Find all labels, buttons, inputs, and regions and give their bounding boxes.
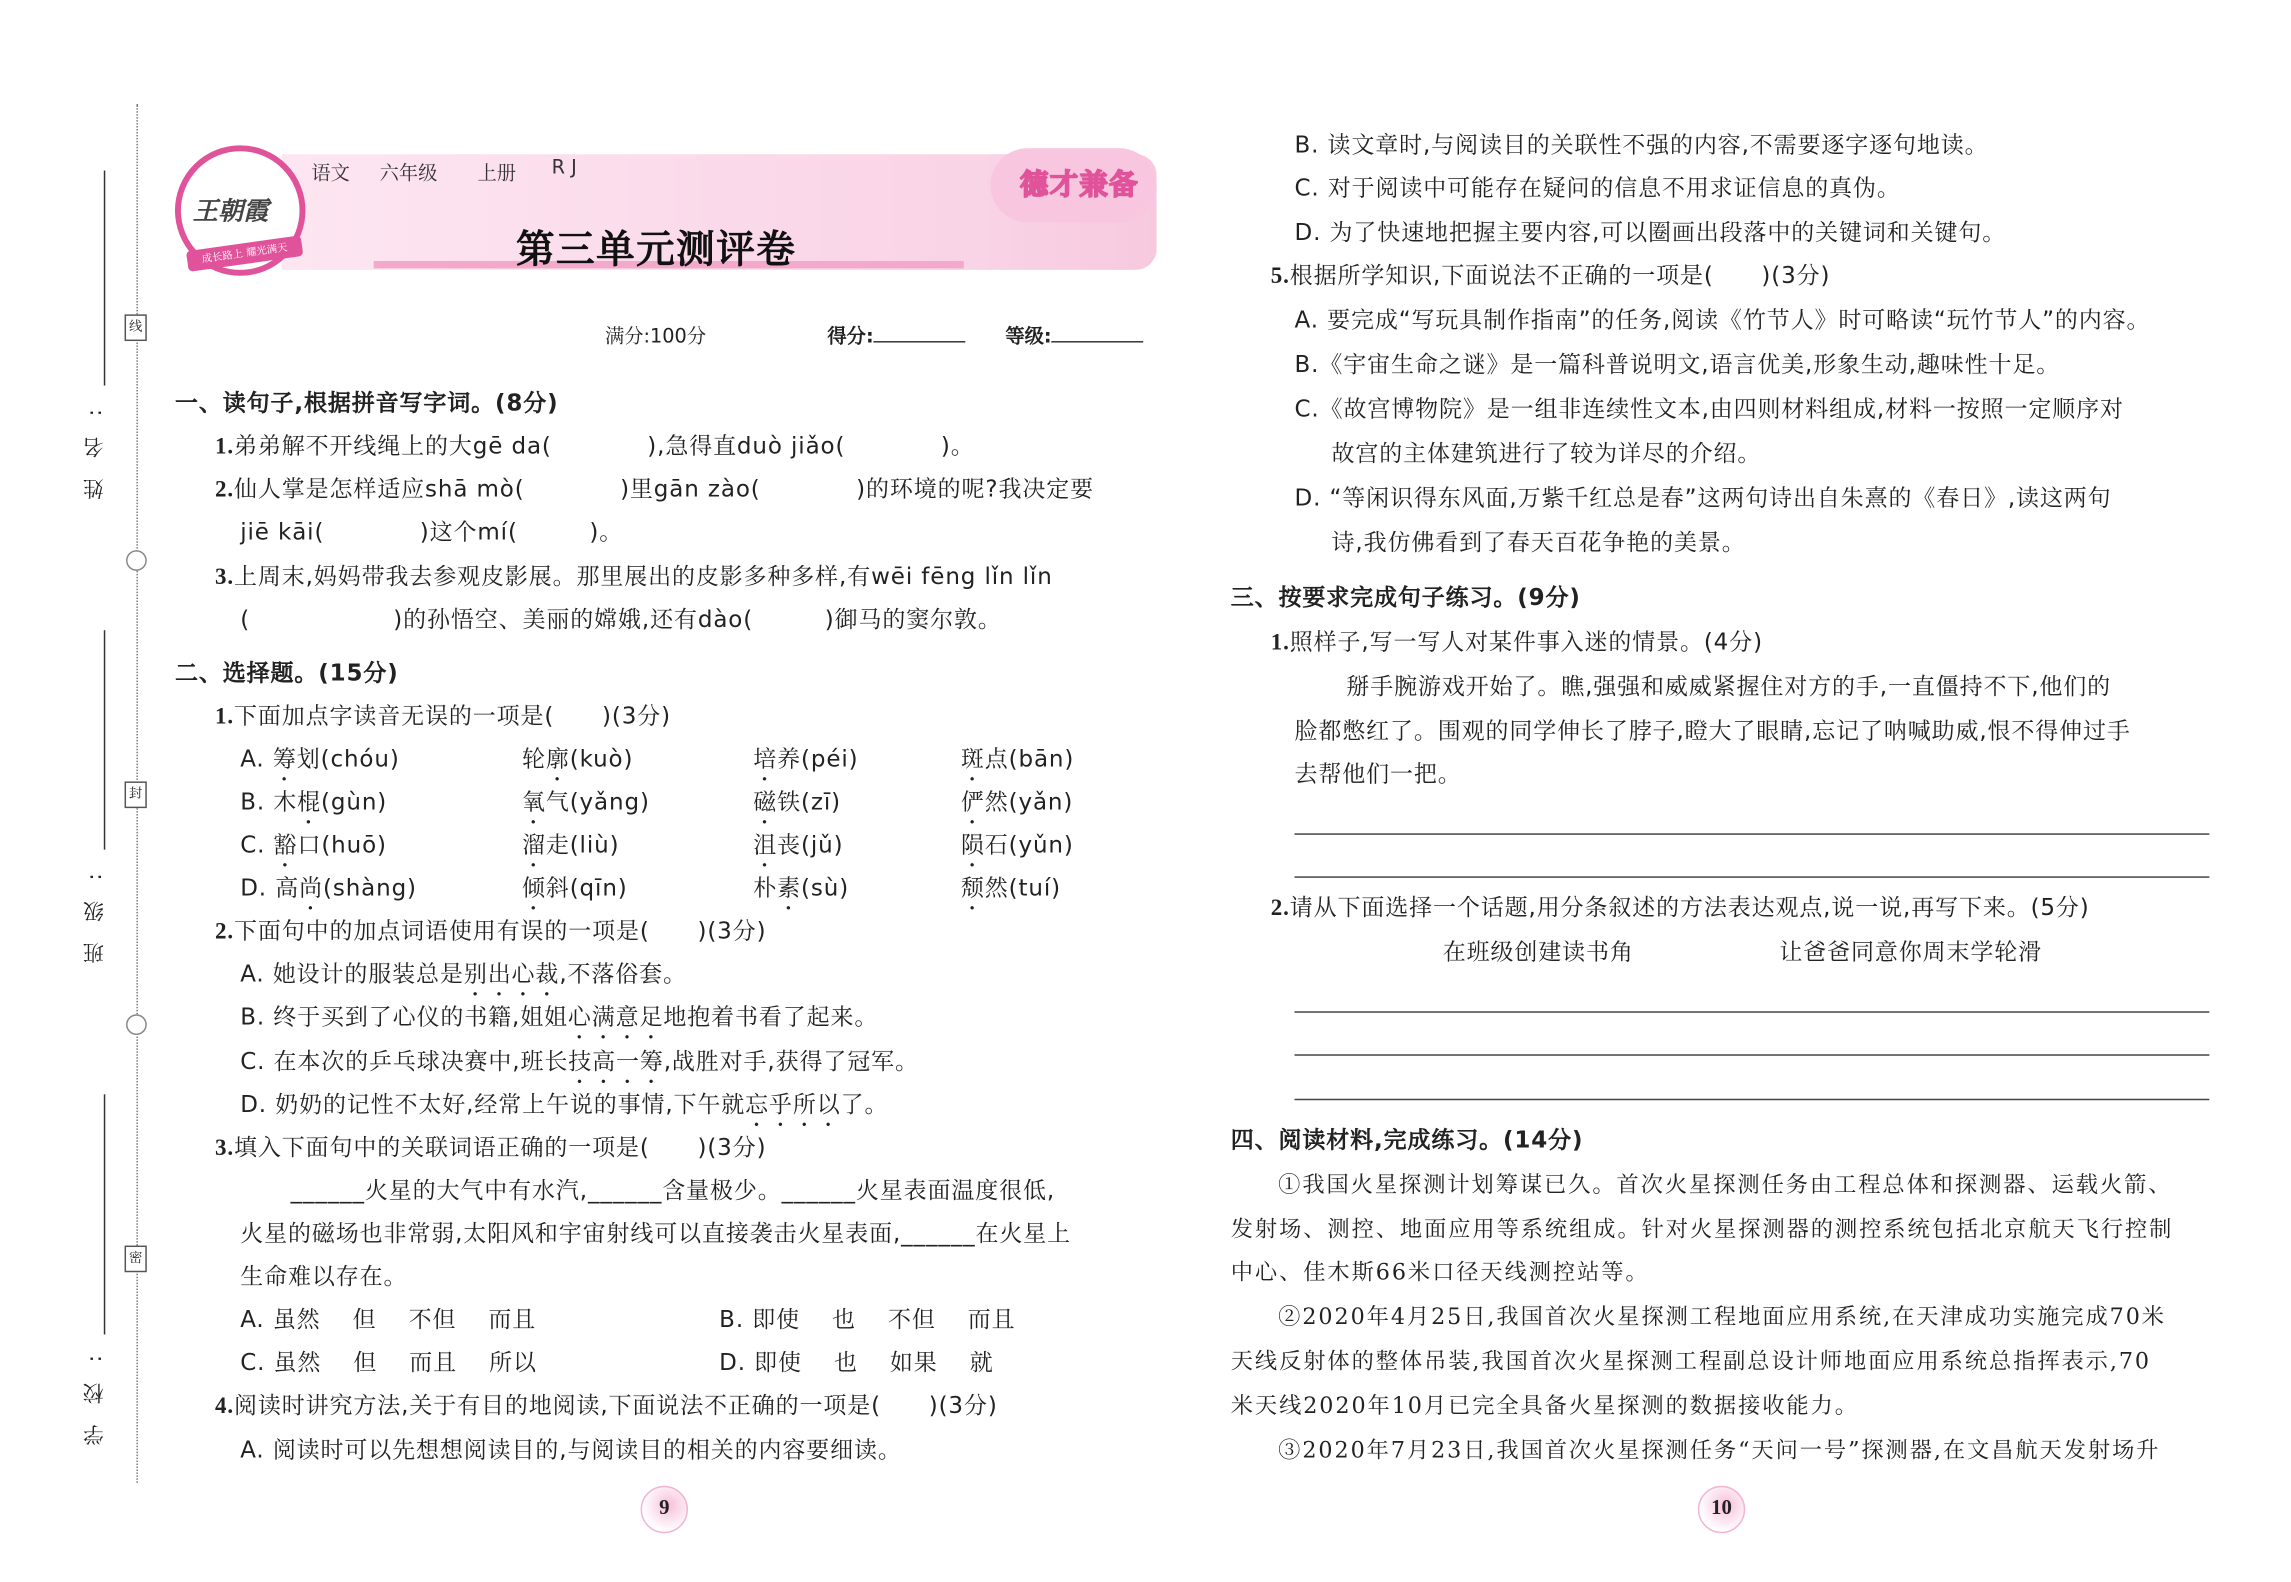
text: 发射场、测控、地面应用等系统组成。针对火星探测器的测控系统包括北京航天飞行控制 bbox=[1230, 1215, 2174, 1243]
question-number: 3. bbox=[215, 1135, 235, 1162]
class-label: 班级: bbox=[83, 852, 107, 964]
text: B. 终于买到了心仪的书籍,姐姐 bbox=[240, 1003, 568, 1031]
text: 了。 bbox=[840, 1091, 889, 1119]
seal-line: 线 bbox=[125, 314, 147, 341]
text-line bbox=[240, 1045, 919, 1088]
option-cell bbox=[522, 743, 633, 786]
option-cell bbox=[961, 829, 1074, 872]
text: 下面句中的加点词语使用有误的一项是( )(3分) bbox=[234, 917, 767, 945]
text: 去帮他们一把。 bbox=[1294, 760, 1462, 788]
text: 丧(jǔ) bbox=[777, 831, 844, 859]
text: 阅读时讲究方法,关于有目的地阅读,下面说法不正确的一项是( )(3分) bbox=[234, 1392, 998, 1420]
question-number: 4. bbox=[215, 1393, 235, 1420]
question-number: 1. bbox=[215, 434, 235, 460]
text: ,不落俗套。 bbox=[559, 960, 687, 988]
dotted-text: 沮 bbox=[753, 831, 778, 859]
text: ②2020年4月25日,我国首次火星探测工程地面应用系统,在天津成功实施完成70米 bbox=[1278, 1303, 2166, 1331]
text: 轮 bbox=[521, 745, 546, 773]
question-line bbox=[1271, 891, 2090, 925]
question-number: 5. bbox=[1270, 263, 1290, 290]
dotted-text: 溜 bbox=[521, 831, 546, 859]
grade-field[interactable] bbox=[1005, 320, 1143, 348]
text: 朴 bbox=[753, 874, 778, 902]
page-number-10: 10 bbox=[1698, 1486, 1745, 1533]
answer-line[interactable] bbox=[1294, 1054, 2209, 1055]
option-cell bbox=[240, 1346, 537, 1379]
text: 然(yǎn) bbox=[984, 788, 1074, 816]
text: 地抱着书看了起来。 bbox=[663, 1003, 879, 1031]
score-field[interactable] bbox=[827, 320, 965, 348]
dotted-text: 心满意足 bbox=[567, 1003, 664, 1031]
text: ______火星的大气中有水汽,______含量极少。______火星表面温度很低, bbox=[290, 1177, 1056, 1205]
text: 根据所学知识,下面说法不正确的一项是( )(3分) bbox=[1289, 262, 1831, 290]
question-line bbox=[215, 915, 766, 949]
dotted-text: 尚 bbox=[299, 874, 323, 902]
text: 火星的磁场也非常弱,太阳风和宇宙射线可以直接袭击火星表面,______在火星上 bbox=[240, 1220, 1071, 1248]
text: 走(liù) bbox=[545, 831, 620, 859]
question-line bbox=[215, 1389, 998, 1423]
dotted-text: 别出心裁 bbox=[463, 960, 560, 988]
option-cell bbox=[240, 743, 399, 786]
text-line bbox=[240, 1260, 407, 1293]
text-line bbox=[1278, 1300, 2166, 1333]
option-cell bbox=[240, 829, 387, 872]
text: ①我国火星探测计划筹谋已久。首次火星探测任务由工程总体和探测器、运载火箭、 bbox=[1278, 1171, 2173, 1199]
text: 点(bān) bbox=[984, 745, 1075, 773]
dotted-text: 斑 bbox=[960, 745, 985, 773]
grade-label: 等级: bbox=[1005, 326, 1052, 349]
text: B. 即使 也 不但 而且 bbox=[719, 1306, 1016, 1334]
text-line bbox=[1278, 1168, 2172, 1201]
option-cell bbox=[522, 786, 650, 829]
answer-line[interactable] bbox=[1294, 1099, 2209, 1100]
text: 弟弟解不开线绳上的大gē da( ),急得直duò jiǎo( )。 bbox=[234, 432, 975, 460]
text: 故宫的主体建筑进行了较为详尽的介绍。 bbox=[1331, 440, 1762, 468]
option-cell bbox=[753, 872, 849, 915]
question-line bbox=[215, 430, 975, 464]
text: 照样子,写一写人对某件事入迷的情景。(4分) bbox=[1289, 628, 1763, 656]
text-line bbox=[240, 958, 687, 1001]
text: C. 在本次的乒乓球决赛中,班长 bbox=[240, 1048, 569, 1076]
dotted-text: 忘乎所以 bbox=[745, 1091, 841, 1119]
question-number: 2. bbox=[215, 919, 235, 945]
section-heading bbox=[175, 387, 559, 420]
dotted-text: 素 bbox=[777, 874, 802, 902]
seal-secret: 密 bbox=[125, 1246, 147, 1273]
text: A. 阅读时可以先想想阅读目的,与阅读目的相关的内容要细读。 bbox=[240, 1436, 902, 1464]
text: 二、选择题。(15分) bbox=[174, 659, 399, 687]
option-cell bbox=[240, 1303, 536, 1336]
text-line bbox=[240, 1217, 1071, 1250]
text: 生命难以存在。 bbox=[240, 1263, 408, 1291]
dotted-text: 筹 bbox=[272, 745, 297, 773]
question-number: 1. bbox=[215, 704, 235, 730]
section-heading bbox=[1231, 581, 1581, 614]
text-line bbox=[291, 1174, 1055, 1207]
text-line bbox=[1231, 1256, 1650, 1289]
binding-hole-icon bbox=[126, 550, 147, 571]
option-cell bbox=[961, 786, 1073, 829]
class-blank[interactable] bbox=[104, 630, 105, 849]
text: C. bbox=[240, 831, 274, 859]
text: ,战胜对手,获得了冠军。 bbox=[663, 1048, 919, 1076]
text: 天线反射体的整体吊装,我国首次火星探测工程副总设计师地面应用系统总指挥表示,70 bbox=[1230, 1347, 2152, 1375]
text-line bbox=[1294, 304, 2150, 337]
section-heading bbox=[1231, 1124, 1584, 1157]
text: 四、阅读材料,完成练习。(14分) bbox=[1230, 1126, 1584, 1154]
option-cell bbox=[961, 743, 1074, 786]
dotted-text: 颓 bbox=[960, 874, 985, 902]
text: A. 虽然 但 不但 而且 bbox=[240, 1306, 537, 1334]
answer-line[interactable] bbox=[1294, 1011, 2209, 1012]
text-line bbox=[240, 603, 1001, 636]
dotted-text: 廓 bbox=[545, 745, 570, 773]
text: 下面加点字读音无误的一项是( )(3分) bbox=[234, 702, 671, 730]
text: jiē kāi( )这个mí( )。 bbox=[240, 518, 624, 546]
option-cell bbox=[961, 872, 1061, 915]
text: 诗,我仿佛看到了春天百花争艳的美景。 bbox=[1331, 529, 1746, 557]
text: 然(tuí) bbox=[984, 874, 1061, 902]
score-label: 得分: bbox=[827, 326, 874, 349]
text: 脸都憋红了。围观的同学伸长了脖子,瞪大了眼睛,忘记了呐喊助威,恨不得伸过手 bbox=[1294, 717, 2131, 745]
text: 请从下面选择一个话题,用分条叙述的方法表达观点,说一说,再写下来。(5分) bbox=[1289, 894, 2090, 921]
question-number: 3. bbox=[215, 564, 235, 591]
answer-line[interactable] bbox=[1294, 833, 2209, 834]
option-cell bbox=[753, 743, 858, 786]
text: 仙人掌是怎样适应shā mò( )里gān zào( )的环境的呢?我决定要 bbox=[234, 475, 1094, 503]
question-number: 2. bbox=[1270, 895, 1290, 921]
text: B. 木 bbox=[240, 788, 298, 816]
page-title: 第三单元测评卷 bbox=[516, 228, 797, 273]
subject: 语文 bbox=[311, 163, 350, 186]
text: D. 即使 也 如果 就 bbox=[719, 1349, 994, 1377]
topic-option: 让爸爸同意你周末学轮滑 bbox=[1779, 938, 2042, 966]
text: 铁(zī) bbox=[777, 788, 841, 816]
text: (kuò) bbox=[569, 745, 634, 773]
text: 掰手腕游戏开始了。瞧,强强和威威紧握住对方的手,一直僵持不下,他们的 bbox=[1346, 673, 2112, 700]
text: (shàng) bbox=[322, 874, 417, 902]
full-score: 满分:100分 bbox=[604, 326, 707, 349]
text: B. 读文章时,与阅读目的关联性不强的内容,不需要逐字逐句地读。 bbox=[1294, 131, 1989, 159]
text-line bbox=[1231, 1389, 1859, 1422]
text-line bbox=[1294, 482, 2111, 515]
text-line bbox=[1294, 129, 1988, 162]
text: 口(huō) bbox=[297, 831, 387, 859]
slogan: 德才兼备 bbox=[1020, 169, 1139, 202]
volume: 上册 bbox=[477, 163, 517, 186]
text-line bbox=[1294, 715, 2130, 748]
edition: R J bbox=[551, 157, 577, 180]
text-line bbox=[240, 1001, 878, 1044]
text: 气(yǎng) bbox=[545, 788, 650, 816]
text: 三、按要求完成句子练习。(9分) bbox=[1230, 584, 1581, 611]
dotted-text: 培 bbox=[753, 745, 778, 773]
question-line bbox=[215, 473, 1094, 507]
dotted-text: 陨 bbox=[960, 831, 985, 859]
text: A. 她设计的服装总是 bbox=[240, 960, 464, 988]
text: C. 对于阅读中可能存在疑问的信息不用求证信息的真伪。 bbox=[1294, 174, 1901, 202]
text-line bbox=[1294, 172, 1900, 205]
school-label: 学校: bbox=[83, 1334, 107, 1446]
brand-ribbon: 成长路上 耀光满天 bbox=[186, 235, 303, 272]
answer-line[interactable] bbox=[1294, 876, 2209, 877]
text: D. 奶奶的记性不太好,经常上午说的事情,下午就 bbox=[240, 1091, 746, 1119]
option-cell bbox=[719, 1303, 1015, 1336]
question-line bbox=[1271, 626, 1763, 660]
text: 一、读句子,根据拼音写字词。(8分) bbox=[174, 389, 559, 417]
text: A. bbox=[240, 745, 273, 773]
binding-hole-icon bbox=[126, 1014, 147, 1035]
school-blank[interactable] bbox=[104, 1094, 105, 1334]
text: (gùn) bbox=[321, 788, 388, 816]
topic-option: 在班级创建读书角 bbox=[1442, 938, 1634, 966]
text-line bbox=[1332, 526, 1746, 559]
text: ③2020年7月23日,我国首次火星探测任务“天问一号”探测器,在文昌航天发射场升 bbox=[1278, 1436, 2161, 1464]
option-cell bbox=[240, 786, 387, 829]
question-line bbox=[215, 1131, 766, 1165]
question-line bbox=[1271, 259, 1831, 293]
dotted-text: 棍 bbox=[297, 788, 322, 816]
text-line bbox=[1294, 393, 2123, 426]
text: 上周末,妈妈带我去参观皮影展。那里展出的皮影多种多样,有wēi fēng lǐn lǐn bbox=[234, 563, 1053, 591]
text: 划(chóu) bbox=[296, 745, 400, 773]
text: 填入下面句中的关联词语正确的一项是( )(3分) bbox=[234, 1134, 767, 1162]
option-cell bbox=[753, 786, 841, 829]
dotted-text: 技高一筹 bbox=[568, 1048, 664, 1076]
seal-seal: 封 bbox=[125, 781, 147, 808]
text: C. 虽然 但 而且 所以 bbox=[240, 1349, 537, 1377]
question-line bbox=[215, 560, 1053, 594]
dotted-text: 氧 bbox=[521, 788, 546, 816]
name-label: 姓名: bbox=[83, 388, 107, 500]
dotted-text: 俨 bbox=[960, 788, 985, 816]
text: D. “等闲识得东风面,万紫千红总是春”这两句诗出自朱熹的《春日》,读这两句 bbox=[1294, 484, 2112, 512]
text: ( )的孙悟空、美丽的嫦娥,还有dào( )御马的窦尔敦。 bbox=[240, 606, 1002, 634]
text-line bbox=[240, 1434, 902, 1467]
text-line bbox=[1294, 216, 2006, 249]
option-cell bbox=[240, 872, 417, 915]
option-cell bbox=[753, 829, 843, 872]
text: A. 要完成“写玩具制作指南”的任务,阅读《竹节人》时可略读“玩竹节人”的内容。 bbox=[1294, 306, 2151, 334]
text: 米天线2020年10月已完全具备火星探测的数据接收能力。 bbox=[1230, 1392, 1859, 1420]
text-line bbox=[1294, 348, 2060, 381]
text: D. 高 bbox=[240, 874, 300, 902]
question-line bbox=[215, 700, 671, 734]
option-cell bbox=[522, 829, 619, 872]
dotted-text: 豁 bbox=[273, 831, 298, 859]
section-heading bbox=[175, 657, 399, 690]
name-blank[interactable] bbox=[104, 171, 105, 386]
question-number: 1. bbox=[1270, 630, 1290, 656]
text-line bbox=[1278, 1434, 2160, 1467]
text: 石(yǔn) bbox=[984, 831, 1074, 859]
page-number-9: 9 bbox=[641, 1486, 688, 1533]
option-cell bbox=[522, 872, 628, 915]
question-number: 2. bbox=[215, 477, 235, 503]
text: B.《宇宙生命之谜》是一篇科普说明文,语言优美,形象生动,趣味性十足。 bbox=[1294, 351, 2061, 379]
text: (sù) bbox=[801, 874, 850, 902]
dotted-text: 磁 bbox=[753, 788, 778, 816]
text-line bbox=[1332, 437, 1762, 470]
text-line bbox=[1294, 758, 1461, 791]
text-line bbox=[1231, 1345, 2151, 1378]
text: 中心、佳木斯66米口径天线测控站等。 bbox=[1230, 1258, 1650, 1286]
text: 斜(qīn) bbox=[545, 874, 628, 902]
text: 养(péi) bbox=[777, 745, 859, 773]
option-cell bbox=[719, 1346, 993, 1379]
grade: 六年级 bbox=[379, 163, 438, 186]
text-line bbox=[240, 1088, 888, 1131]
text-line bbox=[240, 516, 623, 549]
text-line bbox=[1346, 670, 2111, 703]
text-line bbox=[1231, 1213, 2174, 1246]
dotted-text: 倾 bbox=[521, 874, 546, 902]
text: C.《故宫博物院》是一组非连续性文本,由四则材料组成,材料一按照一定顺序对 bbox=[1294, 395, 2124, 423]
brand-logo-text: 王朝霞 bbox=[192, 197, 269, 227]
text: D. 为了快速地把握主要内容,可以圈画出段落中的关键词和关键句。 bbox=[1294, 219, 2007, 247]
